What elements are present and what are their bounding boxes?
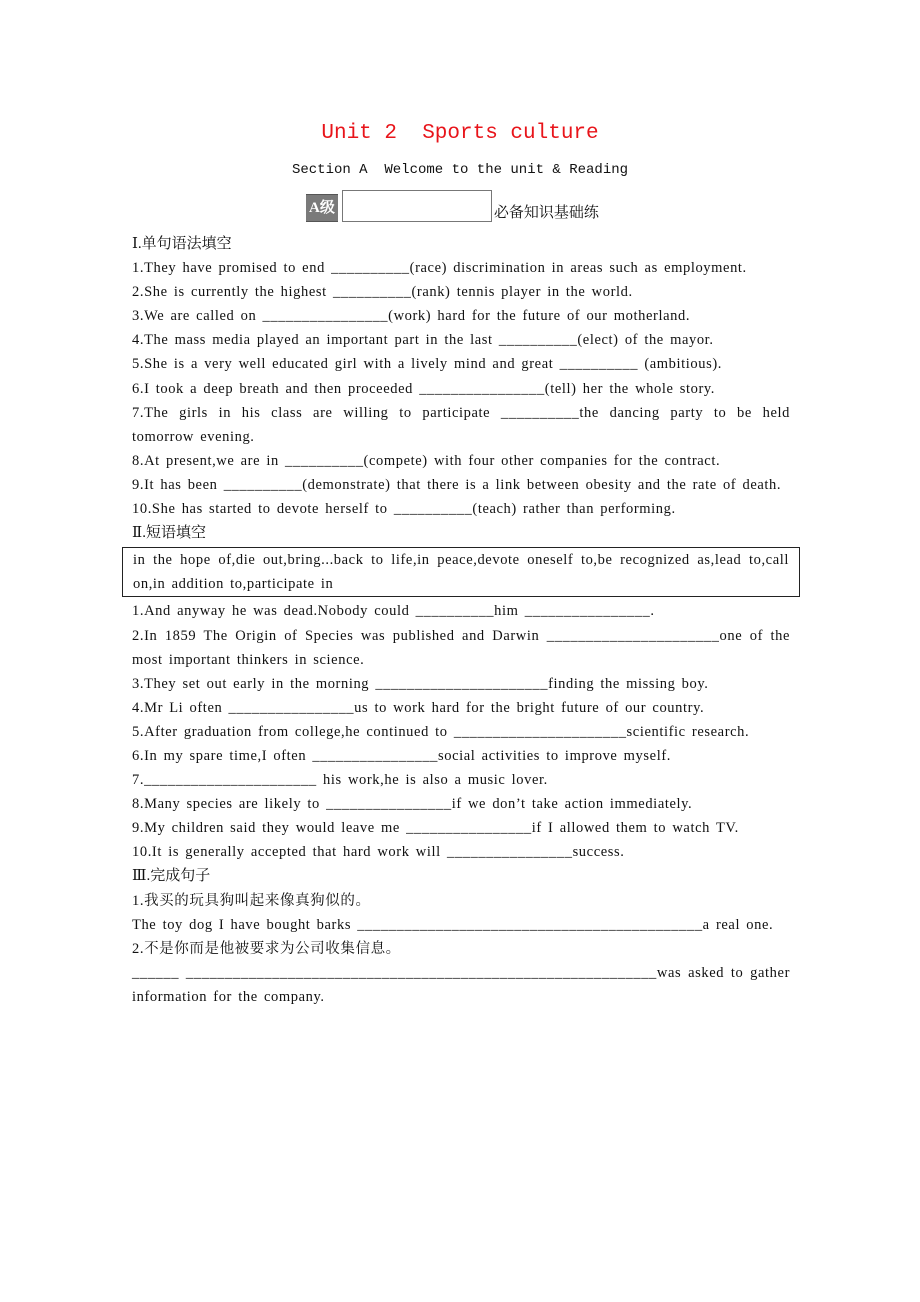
exercise-item: 10.She has started to devote herself to __________(teach) rather than performing. — [132, 501, 676, 518]
exercise-item: 1.And anyway he was dead.Nobody could __________him ________________. — [132, 603, 655, 620]
exercise-item: 5.She is a very well educated girl with a lively mind and great __________ (ambitious). — [132, 356, 723, 373]
unit-title: Unit 2 Sports culture — [321, 122, 599, 145]
level-label: 必备知识基础练 — [493, 205, 599, 221]
exercise-item: 8.Many species are likely to ________________if we don’t take action immediately. — [132, 796, 693, 813]
exercise-item: ______ ____________________________________________________________was asked to gather information for the company. — [132, 964, 797, 1005]
exercise-item: 7.______________________ his work,he is also a music lover. — [132, 772, 548, 789]
exercise-item: 4.Mr Li often ________________us to work hard for the bright future of our country. — [132, 699, 705, 716]
exercise-item: 5.After graduation from college,he continued to ______________________scientific research. — [132, 723, 750, 740]
exercise-item: 6.In my spare time,I often ________________social activities to improve myself. — [132, 747, 671, 764]
part2-heading: Ⅱ.短语填空 — [132, 525, 206, 542]
part1-items — [132, 256, 797, 521]
chinese-prompt: 2.不是你而是他被要求为公司收集信息。 — [132, 940, 401, 957]
exercise-item: The toy dog I have bought barks ____________________________________________a real one. — [132, 916, 774, 933]
level-box — [342, 190, 492, 222]
exercise-item: 3.We are called on ________________(work) hard for the future of our motherland. — [132, 308, 691, 325]
phrase-list: in the hope of,die out,bring...back to life,in peace,devote oneself to,be recognized as,lead to,call on,in addition to,participate in — [133, 552, 796, 593]
exercise-item: 10.It is generally accepted that hard work will ________________success. — [132, 844, 625, 861]
phrase-bank — [122, 547, 800, 597]
exercise-item: 7.The girls in his class are willing to participate __________the dancing party to be held tomorrow evening. — [132, 404, 797, 445]
exercise-item: 8.At present,we are in __________(compete) with four other companies for the contract. — [132, 452, 721, 469]
exercise-item: 6.I took a deep breath and then proceeded ________________(tell) her the whole story. — [132, 380, 716, 397]
chinese-prompt: 1.我买的玩具狗叫起来像真狗似的。 — [132, 892, 371, 909]
part1-heading: Ⅰ.单句语法填空 — [132, 236, 232, 252]
level-badge: A级 — [306, 194, 338, 222]
level-banner — [306, 190, 599, 222]
exercise-item: 3.They set out early in the morning ______________________finding the missing boy. — [132, 675, 709, 692]
exercise-item: 9.It has been __________(demonstrate) that there is a link between obesity and the rate of death. — [132, 476, 782, 493]
exercise-item: 1.They have promised to end __________(race) discrimination in areas such as employment. — [132, 260, 747, 277]
part3-items — [132, 889, 797, 1009]
exercise-item: 9.My children said they would leave me ________________if I allowed them to watch TV. — [132, 820, 739, 837]
exercise-content — [132, 232, 797, 1009]
exercise-item: 4.The mass media played an important part in the last __________(elect) of the mayor. — [132, 332, 714, 349]
part2-items — [132, 599, 797, 864]
exercise-item: 2.In 1859 The Origin of Species was published and Darwin ______________________one of the most important thinkers in science. — [132, 627, 797, 668]
section-subtitle: Section A Welcome to the unit & Reading — [291, 162, 629, 178]
part3-heading: Ⅲ.完成句子 — [132, 868, 211, 885]
exercise-item: 2.She is currently the highest __________(rank) tennis player in the world. — [132, 284, 633, 301]
